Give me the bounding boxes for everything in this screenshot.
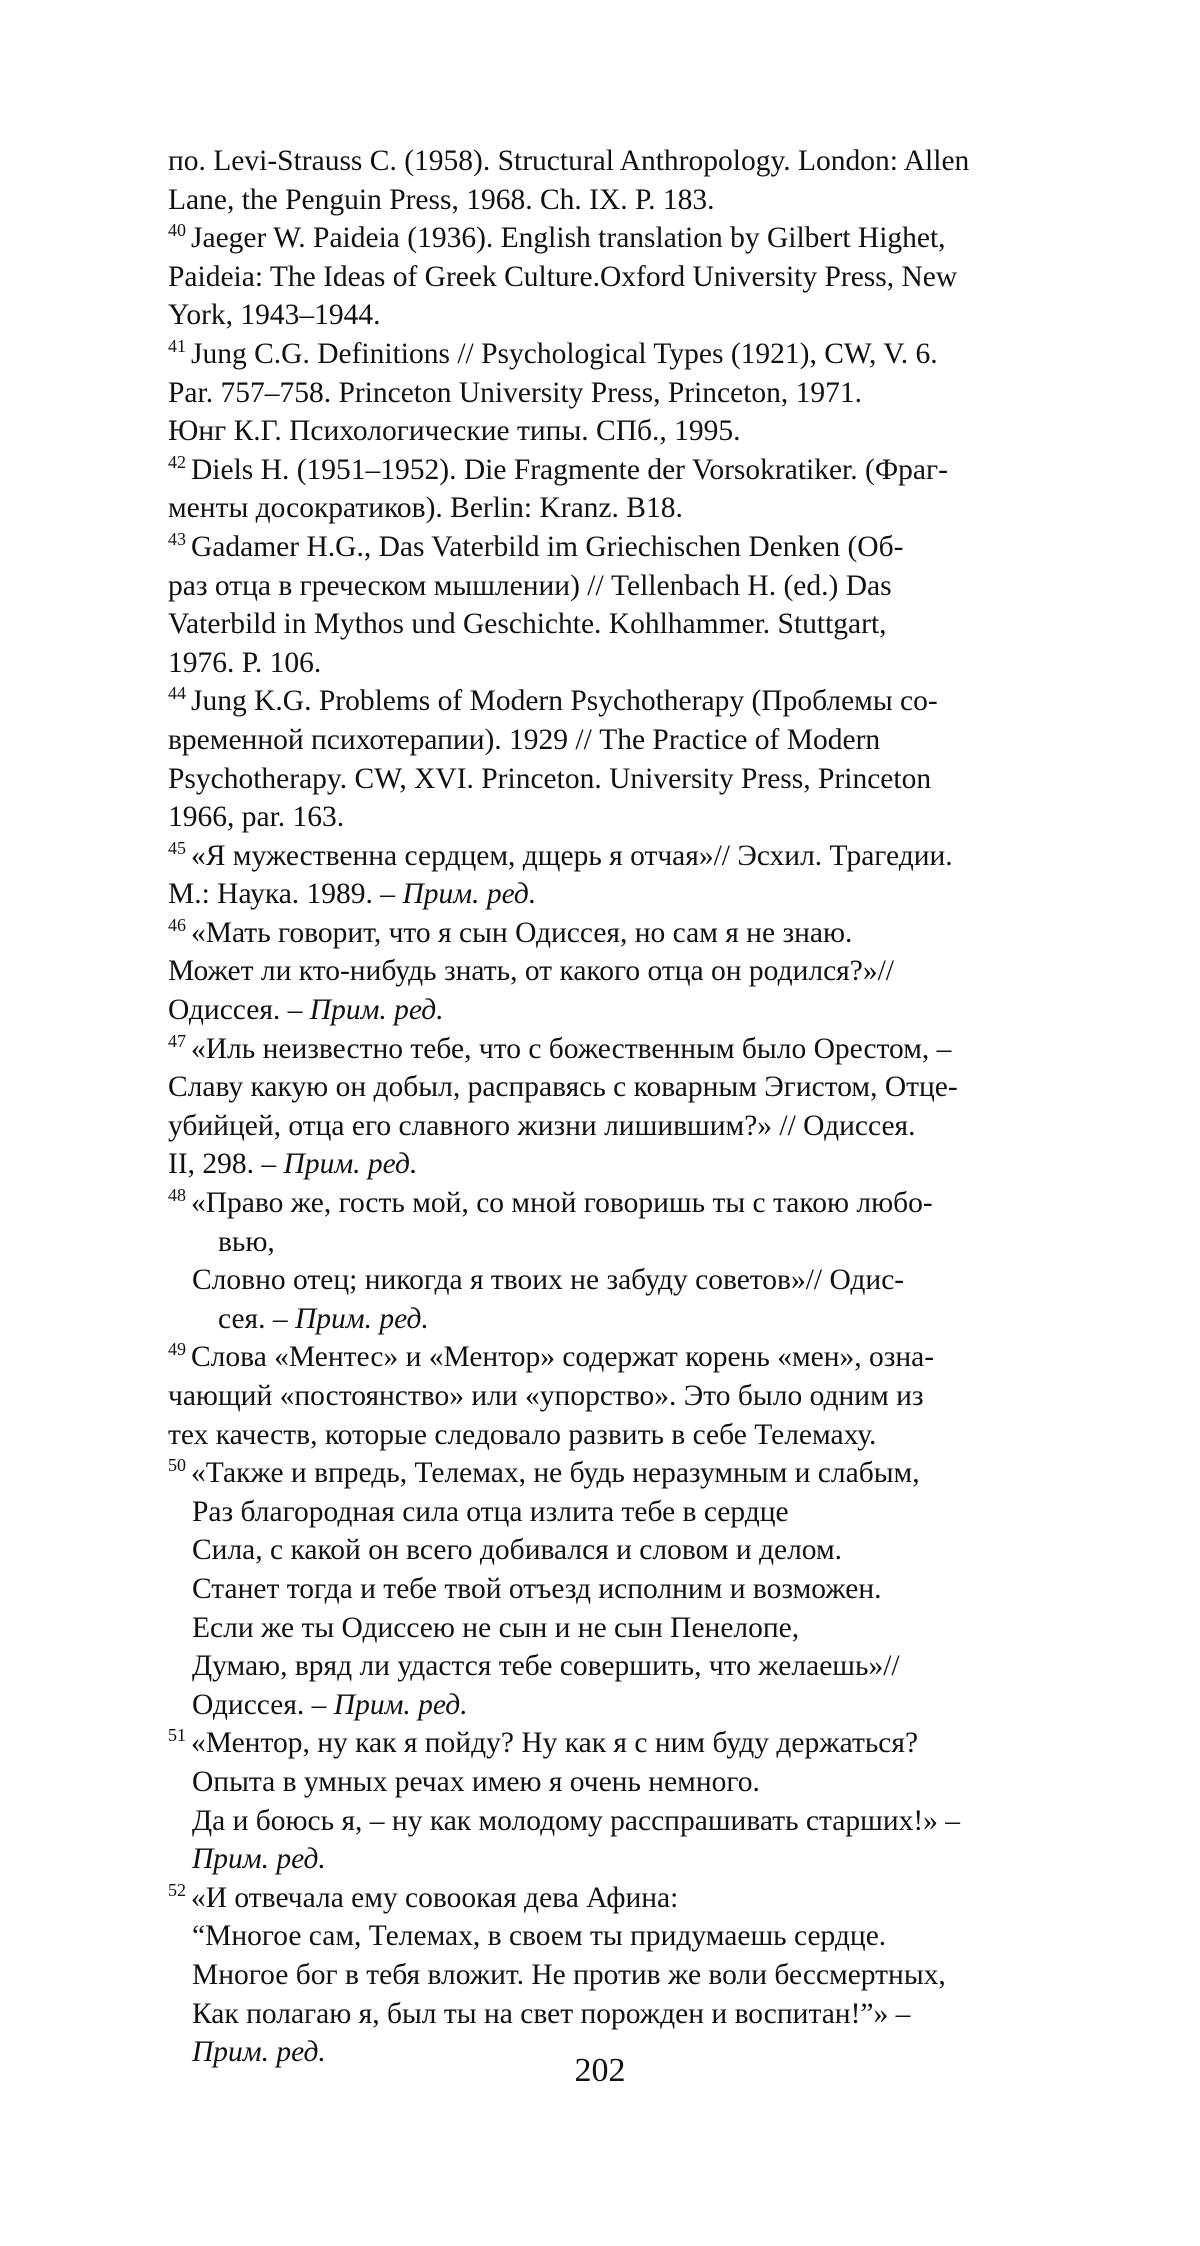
footnote-line: Psychotherapy. CW, XVI. Princeton. University Press, Princeton <box>168 760 1068 799</box>
editor-note: Прим. ред. <box>284 1148 418 1180</box>
editor-note: Прим. ред. <box>334 1689 468 1721</box>
footnote-number: 52 <box>168 1880 186 1900</box>
footnote-number: 46 <box>168 915 186 935</box>
footnote-line: Слова «Ментес» и «Ментор» содержат корень «мен», озна- <box>191 1341 934 1373</box>
footnote-line: убийцей, отца его славного жизни лишившим?» // Одиссея. <box>168 1107 1068 1146</box>
footnote-line: Славу какую он добыл, расправясь с коварным Эгистом, Отце- <box>168 1068 1068 1107</box>
footnote-line: Одиссея. – <box>192 1689 326 1721</box>
footnote-46 <box>168 914 1068 1030</box>
footnote-line: тех качеств, которые следовало развить в себе Телемаху. <box>168 1416 1068 1455</box>
footnote-line: «Я мужественна сердцем, дщерь я отчая»// Эсхил. Трагедии. <box>191 840 953 872</box>
footnote-line: Vaterbild in Mythos und Geschichte. Kohlhammer. Stuttgart, <box>168 605 1068 644</box>
footnote-number: 49 <box>168 1339 186 1359</box>
footnote-50 <box>168 1454 1068 1724</box>
footnote-number: 50 <box>168 1455 186 1475</box>
footnotes-block <box>168 142 1068 2072</box>
footnote-line: Par. 757–758. Princeton University Press, Princeton, 1971. <box>168 374 1068 413</box>
footnote-line: раз отца в греческом мышлении) // Tellenbach H. (ed.) Das <box>168 567 1068 606</box>
footnote-number: 43 <box>168 529 186 549</box>
editor-note: Прим. ред. <box>168 2033 1068 2072</box>
footnote-line: «Также и впредь, Телемах, не будь неразумным и слабым, <box>191 1457 920 1489</box>
footnote-line: Опыта в умных речах имею я очень немного. <box>168 1763 1068 1802</box>
footnote-line: Сила, с какой он всего добивался и словом и делом. <box>168 1531 1068 1570</box>
footnote-line: «Иль неизвестно тебе, что с божественным было Орестом, – <box>191 1033 951 1065</box>
footnote-line: Если же ты Одиссею не сын и не сын Пенелопе, <box>168 1609 1068 1648</box>
editor-note: Прим. ред. <box>168 1840 1068 1879</box>
page-number: 202 <box>0 2052 1200 2090</box>
footnote-43 <box>168 528 1068 682</box>
footnote-line: Юнг К.Г. Психологические типы. СПб., 1995. <box>168 412 1068 451</box>
footnote-49 <box>168 1338 1068 1454</box>
footnote-number: 51 <box>168 1725 186 1745</box>
footnote-45 <box>168 837 1068 914</box>
footnote-number: 47 <box>168 1031 186 1051</box>
footnote-line: Одиссея. – <box>168 994 302 1026</box>
footnote-line: Lane, the Penguin Press, 1968. Ch. IX. P. 183. <box>168 181 1068 220</box>
footnote-line: “Многое сам, Телемах, в своем ты придумаешь сердце. <box>168 1917 1068 1956</box>
footnote-39-continued <box>168 142 1068 219</box>
footnote-42 <box>168 451 1068 528</box>
footnote-40 <box>168 219 1068 335</box>
footnote-41 <box>168 335 1068 451</box>
footnote-line: York, 1943–1944. <box>168 296 1068 335</box>
footnote-line: II, 298. – <box>168 1148 276 1180</box>
footnote-line: «Ментор, ну как я пойду? Ну как я с ним буду держаться? <box>191 1727 918 1759</box>
editor-note: Прим. ред. <box>310 994 444 1026</box>
footnote-line: «Право же, гость мой, со мной говоришь ты с такою любо- <box>191 1187 933 1219</box>
footnote-line: Словно отец; никогда я твоих не забуду советов»// Одис- <box>168 1261 1068 1300</box>
footnote-line: «И отвечала ему совоокая дева Афина: <box>191 1882 678 1914</box>
footnote-line: Думаю, вряд ли удастся тебе совершить, что желаешь»// <box>168 1647 1068 1686</box>
footnote-line: «Мать говорит, что я сын Одиссея, но сам я не знаю. <box>191 917 852 949</box>
footnote-line: 1976. P. 106. <box>168 644 1068 683</box>
footnote-number: 44 <box>168 683 186 703</box>
footnote-line: 1966, par. 163. <box>168 798 1068 837</box>
footnote-number: 42 <box>168 452 186 472</box>
footnote-line: временной психотерапии). 1929 // The Practice of Modern <box>168 721 1068 760</box>
editor-note: Прим. ред. <box>402 878 536 910</box>
footnote-line: Как полагаю я, был ты на свет порожден и воспитан!”» – <box>168 1995 1068 2034</box>
footnote-number: 41 <box>168 336 186 356</box>
footnote-51 <box>168 1724 1068 1878</box>
footnote-52 <box>168 1879 1068 2072</box>
footnote-line: Jung K.G. Problems of Modern Psychotherapy (Проблемы со- <box>191 685 938 717</box>
footnote-line: по. Levi-Strauss C. (1958). Structural Anthropology. London: Allen <box>168 142 1068 181</box>
footnote-number: 40 <box>168 220 186 240</box>
footnote-line: вью, <box>168 1223 1068 1262</box>
footnote-line: Jaeger W. Paideia (1936). English translation by Gilbert Highet, <box>191 222 946 254</box>
footnote-line: Раз благородная сила отца излита тебе в сердце <box>168 1493 1068 1532</box>
footnote-line: Jung C.G. Definitions // Psychological Types (1921), CW, V. 6. <box>191 338 938 370</box>
footnote-line: Diels H. (1951–1952). Die Fragmente der Vorsokratiker. (Фраг- <box>191 454 948 486</box>
footnote-line: Да и боюсь я, – ну как молодому расспрашивать старших!» – <box>168 1802 1068 1841</box>
footnote-line: М.: Наука. 1989. – <box>168 878 395 910</box>
footnote-line: Gadamer H.G., Das Vaterbild im Griechischen Denken (Об- <box>191 531 903 563</box>
footnote-48 <box>168 1184 1068 1338</box>
footnote-line: сея. – <box>218 1303 288 1335</box>
footnote-number: 45 <box>168 838 186 858</box>
footnote-line: Многое бог в тебя вложит. Не против же воли бессмертных, <box>168 1956 1068 1995</box>
editor-note: Прим. ред. <box>295 1303 429 1335</box>
footnote-line: Станет тогда и тебе твой отъезд исполним и возможен. <box>168 1570 1068 1609</box>
footnote-line: Paideia: The Ideas of Greek Culture.Oxford University Press, New <box>168 258 1068 297</box>
footnote-line: менты досократиков). Berlin: Kranz. B18. <box>168 489 1068 528</box>
footnote-number: 48 <box>168 1185 186 1205</box>
footnote-line: Может ли кто-нибудь знать, от какого отца он родился?»// <box>168 952 1068 991</box>
footnote-47 <box>168 1030 1068 1184</box>
footnote-44 <box>168 682 1068 836</box>
footnote-line: чающий «постоянство» или «упорство». Это было одним из <box>168 1377 1068 1416</box>
